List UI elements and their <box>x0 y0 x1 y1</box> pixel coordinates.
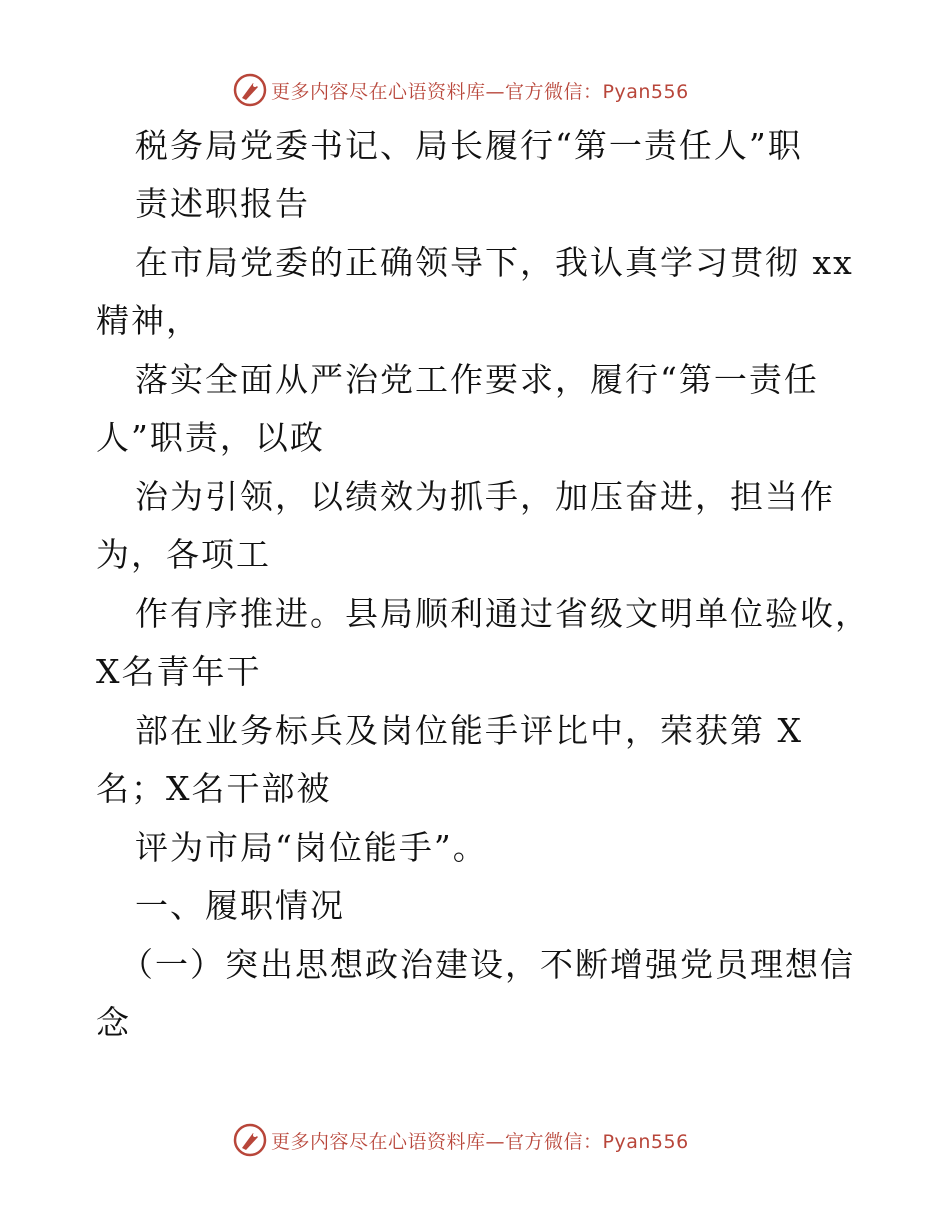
watermark-separator: — <box>485 80 506 103</box>
doc-line: 人”职责，以政 <box>96 418 325 457</box>
watermark-text: 更多内容尽在心语资料库 <box>271 80 486 103</box>
watermark-contact: 官方微信：Pyan556 <box>505 1130 689 1153</box>
doc-line: 评为市局“岗位能手”。 <box>135 828 488 867</box>
pen-nib-logo-icon <box>233 1123 267 1157</box>
doc-line: 部在业务标兵及岗位能手评比中，荣获第 X <box>135 711 803 750</box>
watermark-separator: — <box>485 1130 506 1153</box>
section-heading: 一、履职情况 <box>135 886 345 925</box>
doc-line: 在市局党委的正确领导下，我认真学习贯彻 xx <box>135 243 854 282</box>
doc-line: 为，各项工 <box>96 535 271 574</box>
doc-line: 名；X名干部被 <box>96 769 332 808</box>
doc-line: 精神， <box>96 301 201 340</box>
doc-line: 责述职报告 <box>135 184 310 223</box>
subsection-heading: （一）突出思想政治建设，不断增强党员理想信 <box>120 945 855 984</box>
header-watermark <box>233 72 689 108</box>
watermark-text: 更多内容尽在心语资料库 <box>271 1130 486 1153</box>
pen-nib-logo-icon <box>233 73 267 107</box>
doc-line: 念 <box>96 1003 131 1042</box>
doc-line: 落实全面从严治党工作要求，履行“第一责任 <box>135 360 819 399</box>
doc-line: X名青年干 <box>96 652 262 691</box>
doc-line: 税务局党委书记、局长履行“第一责任人”职 <box>135 126 803 165</box>
footer-watermark <box>233 1122 689 1158</box>
watermark-contact: 官方微信：Pyan556 <box>505 80 689 103</box>
doc-line: 治为引领，以绩效为抓手，加压奋进，担当作 <box>135 477 835 516</box>
doc-line: 作有序推进。县局顺利通过省级文明单位验收， <box>135 594 870 633</box>
